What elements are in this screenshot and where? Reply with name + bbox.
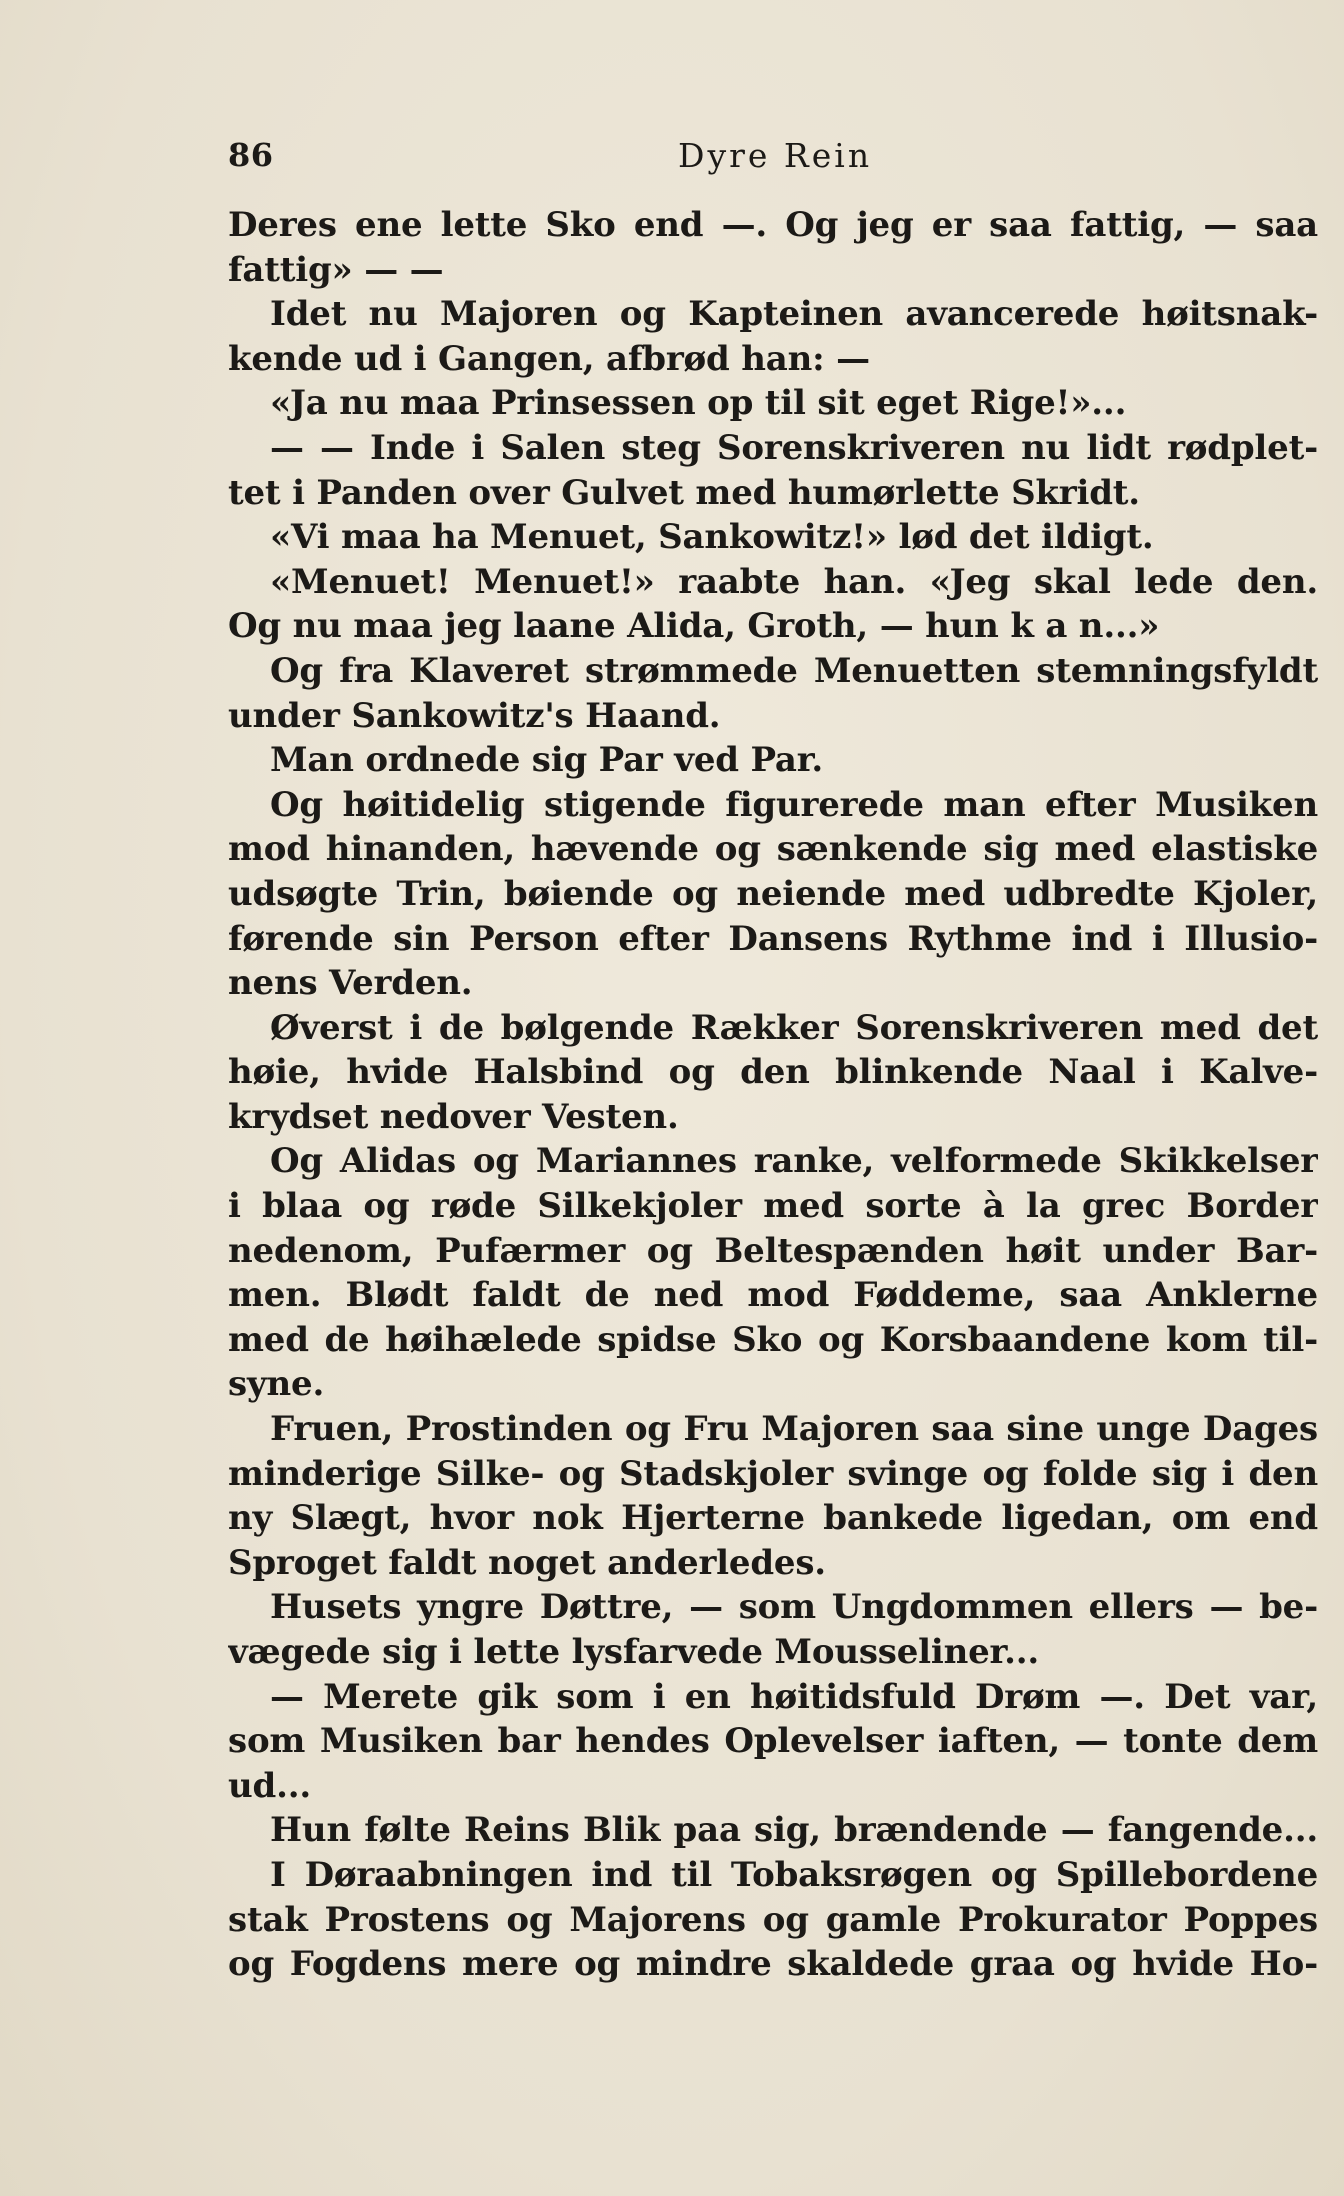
text-line: syne.	[228, 1364, 325, 1405]
text-line: tet i Panden over Gulvet med humørlette Skridt.	[228, 472, 1140, 513]
text-line: ny Slægt, hvor nok Hjerterne bankede ligedan, om end	[228, 1498, 1318, 1539]
text-line: høie, hvide Halsbind og den blinkende Naal i Kalve-	[228, 1052, 1318, 1093]
text-line: I Døraabningen ind til Tobaksrøgen og Spillebordene	[270, 1854, 1318, 1895]
text-line: førende sin Person efter Dansens Rythme ind i Illusio-	[228, 918, 1318, 959]
text-line: Og fra Klaveret strømmede Menuetten stemningsfyldt	[270, 650, 1318, 691]
running-title: Dyre Rein	[678, 136, 873, 175]
text-line: vægede sig i lette lysfarvede Mousseliner...	[228, 1632, 1040, 1672]
text-line: «Menuet! Menuet!» raabte han. «Jeg skal lede den.	[270, 561, 1318, 602]
page-number: 86	[228, 136, 274, 174]
text-line: og Fogdens mere og mindre skaldede graa og hvide Ho-	[228, 1944, 1318, 1985]
text-line: «Vi maa ha Menuet, Sankowitz!» lød det ildigt.	[270, 517, 1154, 558]
text-line: under Sankowitz's Haand.	[228, 695, 721, 736]
text-line: — — Inde i Salen steg Sorenskriveren nu lidt rødplet-	[270, 427, 1318, 468]
text-line: stak Prostens og Majorens og gamle Prokurator Poppes	[228, 1899, 1318, 1940]
text-line: udsøgte Trin, bøiende og neiende med udbredte Kjoler,	[228, 873, 1318, 914]
text-line: Hun følte Reins Blik paa sig, brændende — fangende...	[270, 1810, 1318, 1851]
text-line: Man ordnede sig Par ved Par.	[270, 740, 823, 781]
text-line: som Musiken bar hendes Oplevelser iaften, — tonte dem	[228, 1721, 1318, 1762]
text-line: med de høihælede spidse Sko og Korsbaandene kom til-	[228, 1319, 1318, 1360]
running-head	[228, 136, 1318, 180]
text-line: Husets yngre Døttre, — som Ungdommen ellers — be-	[270, 1587, 1318, 1628]
text-line: i blaa og røde Silkekjoler med sorte à la grec Border	[228, 1186, 1318, 1227]
text-line: Deres ene lette Sko end —. Og jeg er saa fattig, — saa	[228, 205, 1318, 245]
text-line: Fruen, Prostinden og Fru Majoren saa sine unge Dages	[270, 1409, 1318, 1450]
text-line: men. Blødt faldt de ned mod Føddeme, saa Anklerne	[228, 1275, 1318, 1316]
text-line: minderige Silke- og Stadskjoler svinge og folde sig i den	[228, 1453, 1318, 1494]
text-line: nens Verden.	[228, 963, 473, 1004]
text-line: Øverst i de bølgende Rækker Sorenskriveren med det	[270, 1007, 1318, 1048]
body-text	[228, 203, 1318, 1987]
text-line: Og høitidelig stigende figurerede man efter Musiken	[270, 784, 1318, 825]
text-line: Og Alidas og Mariannes ranke, velformede Skikkelser	[270, 1141, 1318, 1182]
text-line: Og nu maa jeg laane Alida, Groth, — hun k a n...»	[228, 606, 1160, 647]
text-line: Sproget faldt noget anderledes.	[228, 1542, 826, 1583]
text-line: Idet nu Majoren og Kapteinen avancerede høitsnak-	[270, 294, 1318, 335]
text-line: «Ja nu maa Prinsessen op til sit eget Rige!»...	[270, 383, 1127, 424]
text-line: — Merete gik som i en høitidsfuld Drøm —. Det var,	[270, 1676, 1318, 1717]
text-line: ud...	[228, 1765, 312, 1806]
text-line: fattig» — —	[228, 249, 444, 290]
text-line: kende ud i Gangen, afbrød han: —	[228, 338, 870, 379]
text-line: krydset nedover Vesten.	[228, 1096, 679, 1137]
text-line: nedenom, Pufærmer og Beltespænden høit under Bar-	[228, 1230, 1318, 1271]
text-line: mod hinanden, hævende og sænkende sig med elastiske	[228, 829, 1318, 870]
